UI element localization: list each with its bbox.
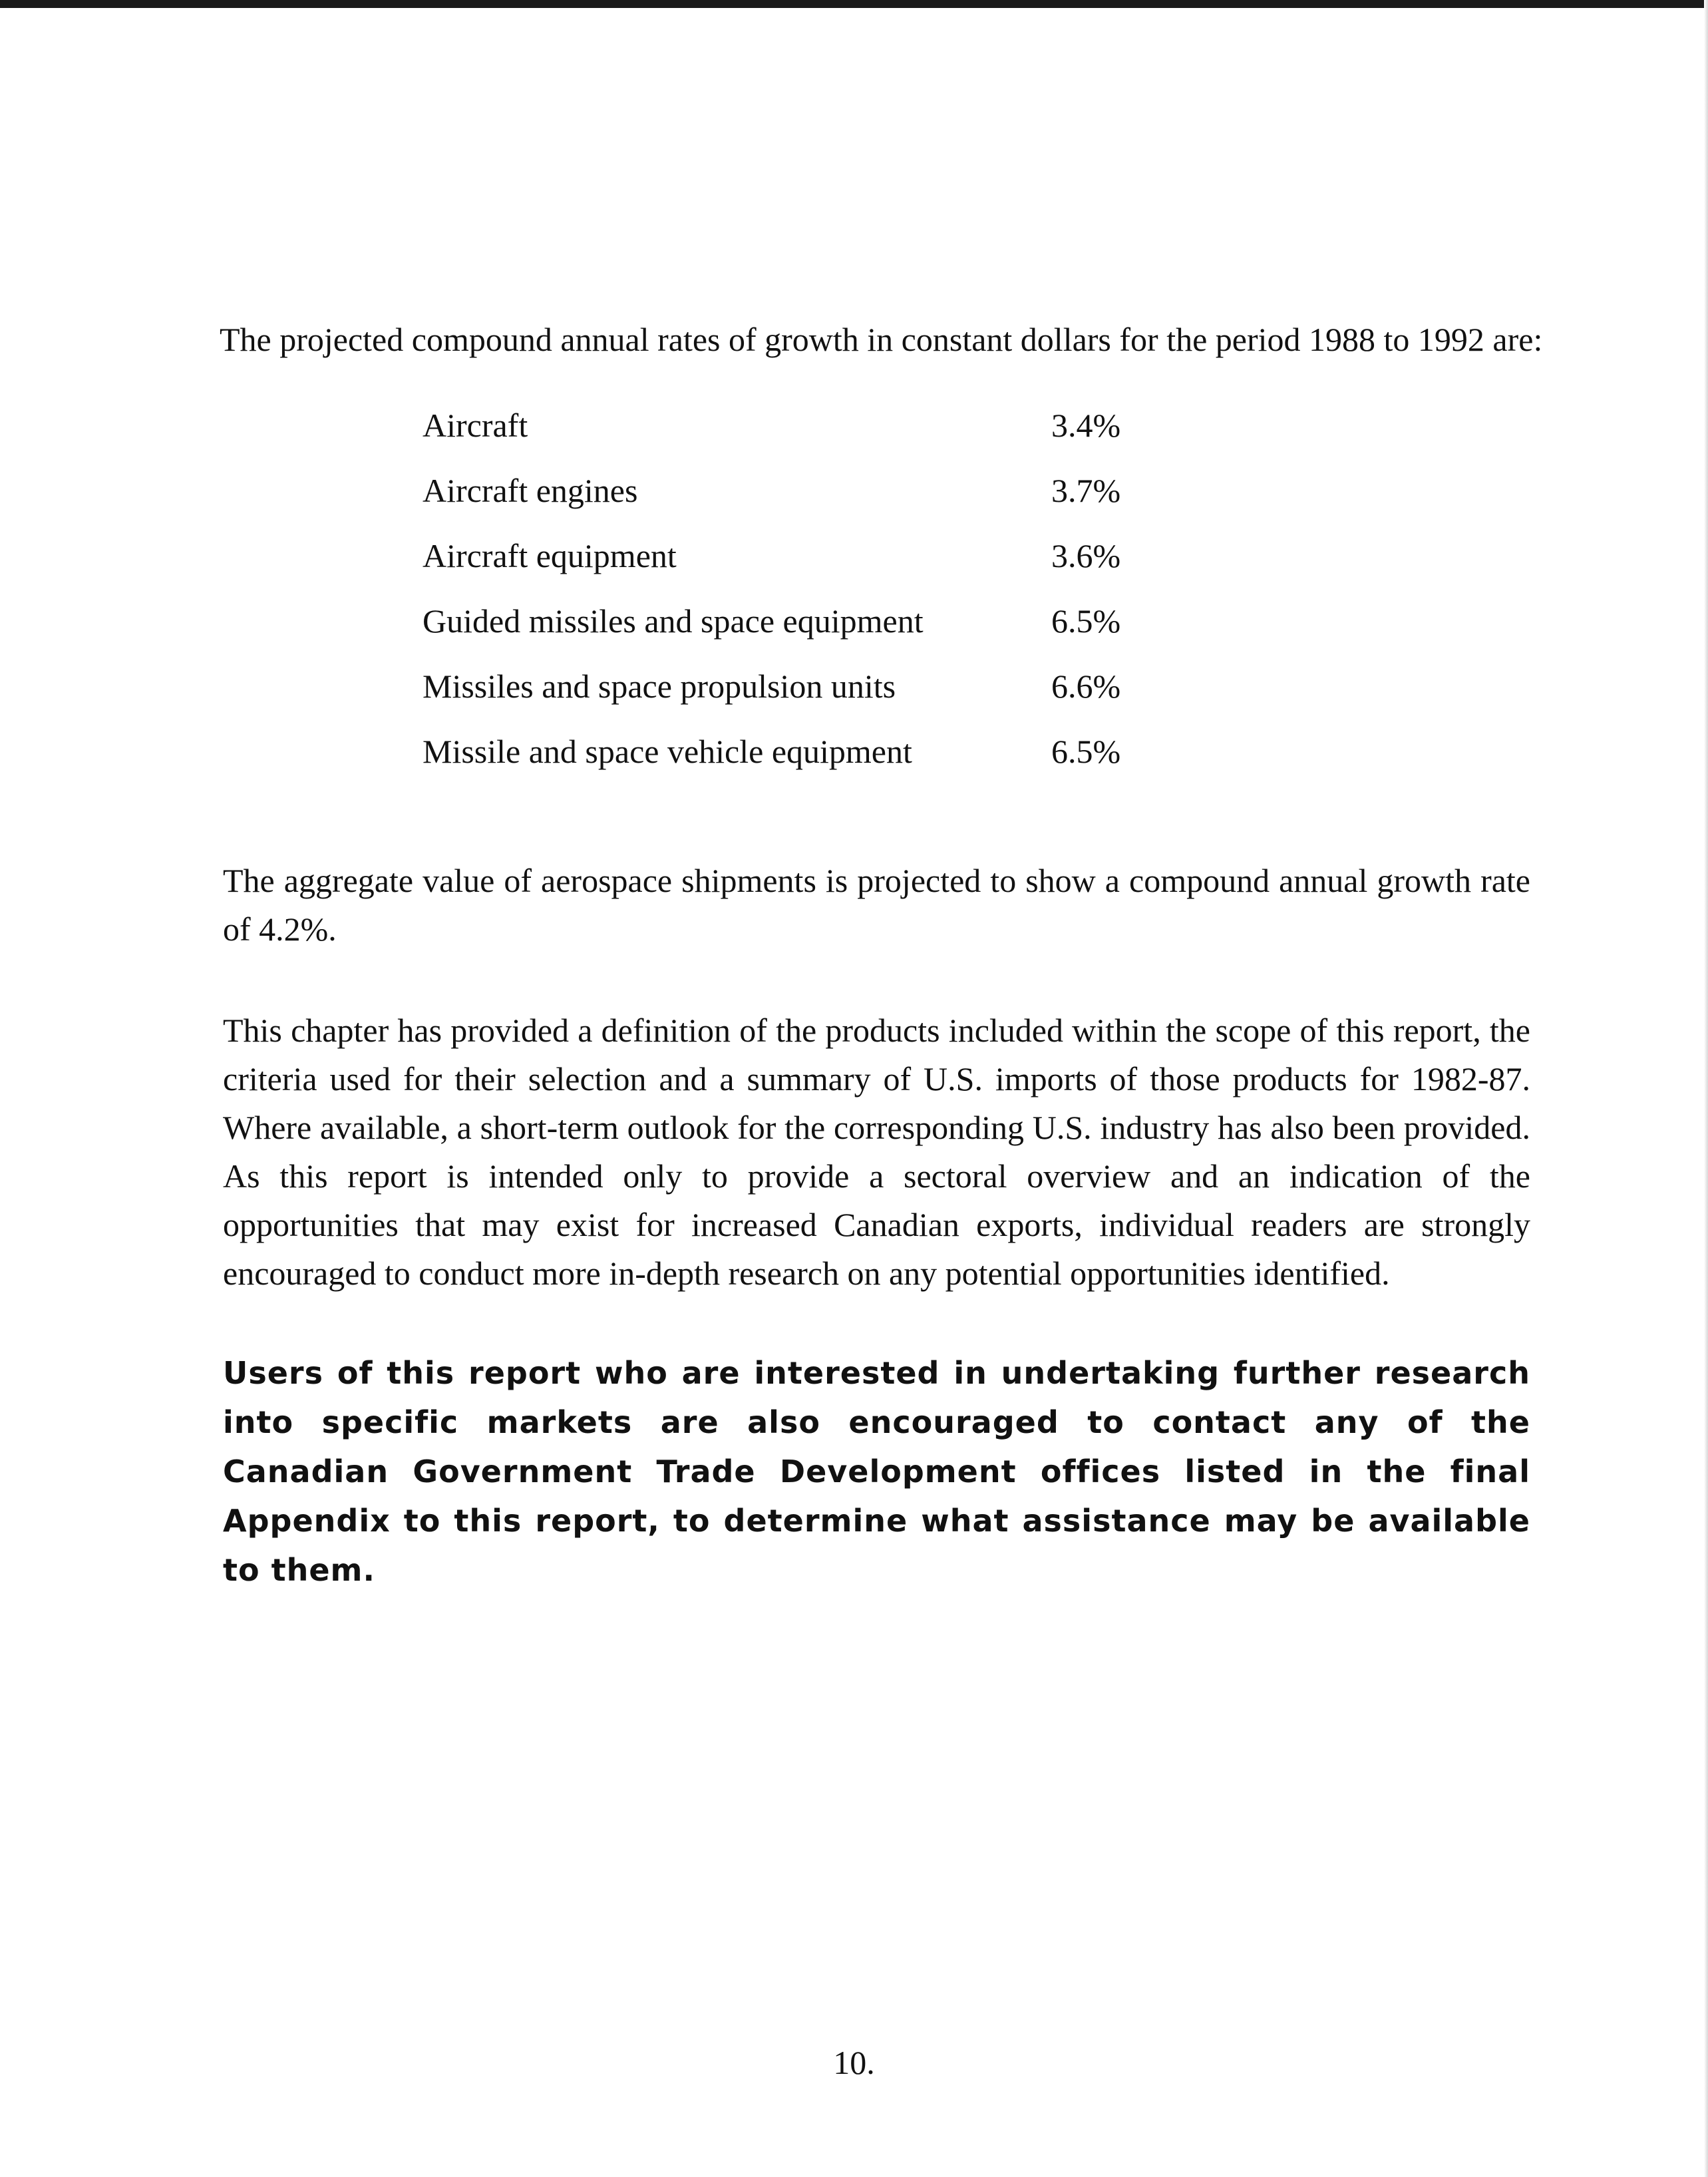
growth-rate-value: 3.7% [1051,472,1121,509]
growth-rate-category: Aircraft equipment [423,537,677,574]
page-number: 10. [833,2044,875,2081]
scan-right-edge [1704,0,1708,2177]
growth-rate-row [423,719,1154,784]
growth-rates-table [423,393,1154,784]
growth-rate-category: Aircraft [423,407,528,444]
growth-rate-row [423,458,1154,523]
growth-rate-value: 3.6% [1051,537,1121,574]
growth-rate-category: Aircraft engines [423,472,638,509]
users-note-paragraph: Users of this report who are interested in undertaking further research into specific markets are also encouraged to contact any of the Canadian Government Trade Development offices listed in the final Appendix to this report, to determine what assistance may be available to them. [223,1355,1530,1588]
growth-rate-row [423,588,1154,654]
scan-top-edge [0,0,1708,8]
growth-rate-row [423,393,1154,458]
intro-text: The projected compound annual rates of growth in constant dollars for the period 1988 to 1992 are: [220,321,1543,358]
growth-rate-category: Missile and space vehicle equipment [423,733,912,770]
growth-rate-row [423,654,1154,719]
growth-rate-value: 6.6% [1051,668,1121,705]
growth-rate-value: 3.4% [1051,407,1121,444]
growth-rate-row [423,523,1154,588]
aggregate-growth-paragraph: The aggregate value of aerospace shipments is projected to show a compound annual growth rate of 4.2%. [223,862,1530,948]
growth-rate-value: 6.5% [1051,602,1121,640]
growth-rate-category: Guided missiles and space equipment [423,602,924,640]
chapter-summary-paragraph: This chapter has provided a definition of the products included within the scope of this report, the criteria used for their selection and a summary of U.S. imports of those products for 1982-87. Where available, a short-term outlook for the corresponding U.S. industry has also been provided. As this report is intended only to provide a sectoral overview and an indication of the opportunities that may exist for increased Canadian exports, individual readers are strongly encouraged to conduct more in-depth research on any potential opportunities identified. [223,1012,1530,1292]
growth-rate-value: 6.5% [1051,733,1121,770]
growth-rate-category: Missiles and space propulsion units [423,668,896,705]
